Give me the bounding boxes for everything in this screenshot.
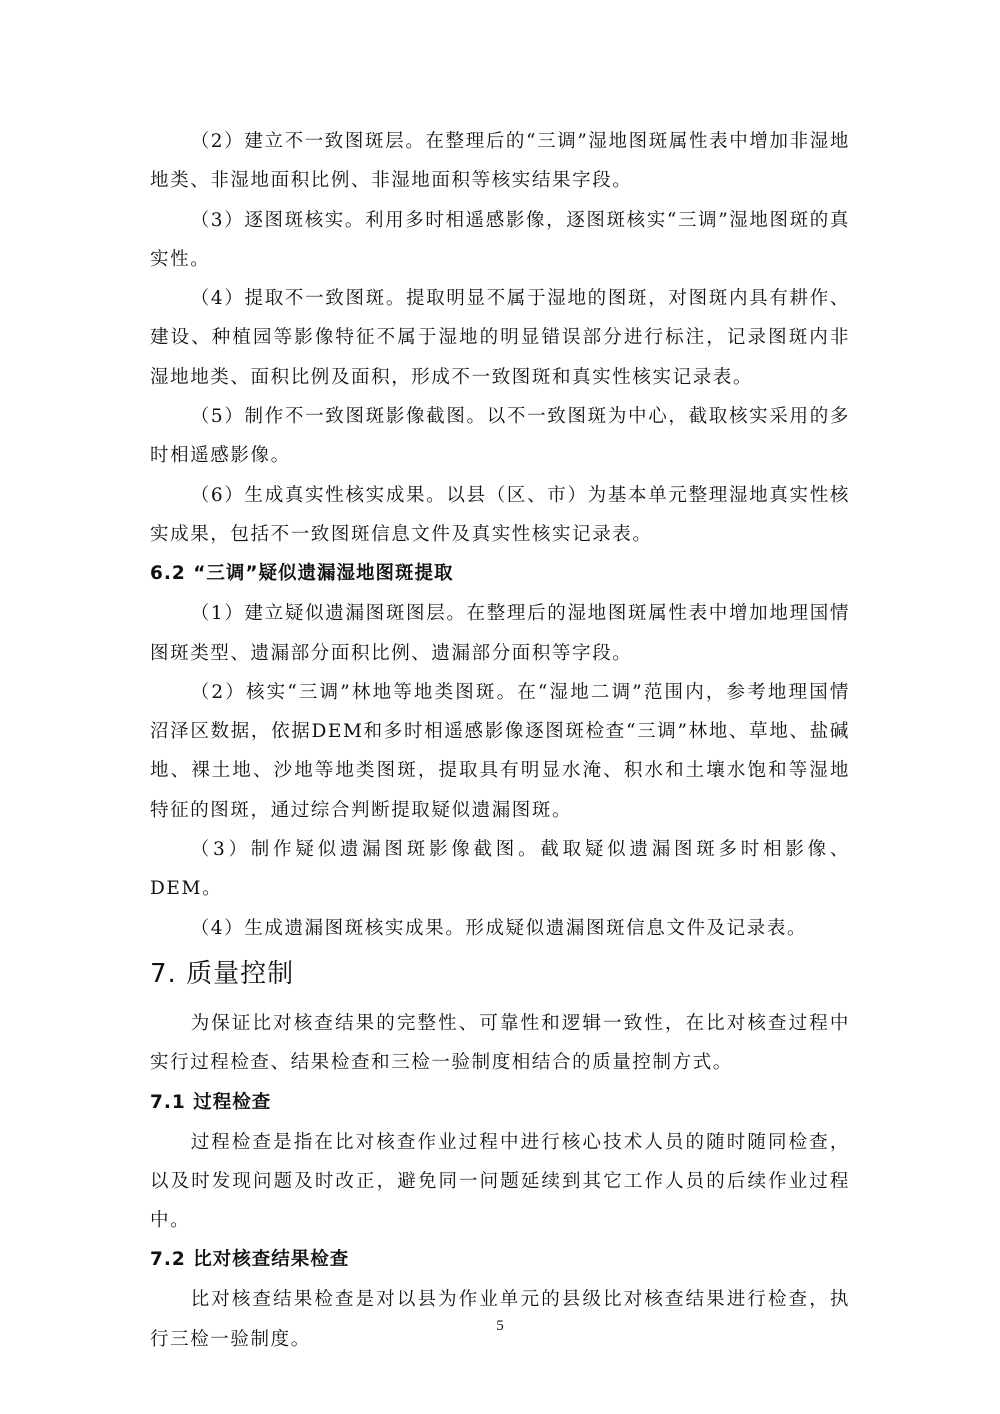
- paragraph-6-2-item-3: （3）制作疑似遗漏图斑影像截图。截取疑似遗漏图斑多时相影像、DEM。: [150, 839, 850, 900]
- paragraph-7-intro: 为保证比对核查结果的完整性、可靠性和逻辑一致性，在比对核查过程中实行过程检查、结果检查和三检一验制度相结合的质量控制方式。: [150, 1012, 850, 1074]
- section-heading-6-2: 6.2 “三调”疑似遗漏湿地图斑提取: [150, 563, 454, 585]
- paragraph-7-2: 比对核查结果检查是对以县为作业单元的县级比对核查结果进行检查，执行三检一验制度。: [150, 1289, 850, 1350]
- paragraph-6-1-item-2: （2）建立不一致图斑层。在整理后的“三调”湿地图斑属性表中增加非湿地地类、非湿地面积比例、非湿地面积等核实结果字段。: [150, 131, 850, 192]
- paragraph-6-2-item-2: （2）核实“三调”林地等地类图斑。在“湿地二调”范围内，参考地理国情沼泽区数据，依据DEM和多时相遥感影像逐图斑检查“三调”林地、草地、盐碱地、裸土地、沙地等地类图斑，提取具有明显水淹、积水和土壤水饱和等湿地特征的图斑，通过综合判断提取疑似遗漏图斑。: [150, 681, 850, 821]
- paragraph-6-1-item-6: （6）生成真实性核实成果。以县（区、市）为基本单元整理湿地真实性核实成果，包括不一致图斑信息文件及真实性核实记录表。: [150, 484, 850, 545]
- paragraph-6-2-item-4: （4）生成遗漏图斑核实成果。形成疑似遗漏图斑信息文件及记录表。: [190, 917, 808, 939]
- chapter-heading-7: 7. 质量控制: [150, 958, 295, 989]
- section-heading-7-2: 7.2 比对核查结果检查: [150, 1249, 350, 1271]
- paragraph-6-1-item-4: （4）提取不一致图斑。提取明显不属于湿地的图斑，对图斑内具有耕作、建设、种植园等影像特征不属于湿地的明显错误部分进行标注，记录图斑内非湿地地类、面积比例及面积，形成不一致图斑和真实性核实记录表。: [150, 288, 850, 388]
- paragraph-6-2-item-1: （1）建立疑似遗漏图斑图层。在整理后的湿地图斑属性表中增加地理国情图斑类型、遗漏部分面积比例、遗漏部分面积等字段。: [150, 603, 850, 664]
- section-heading-7-1: 7.1 过程检查: [150, 1091, 272, 1113]
- page-number: 5: [496, 1318, 504, 1334]
- page-content: [150, 122, 850, 1359]
- paragraph-6-1-item-5: （5）制作不一致图斑影像截图。以不一致图斑为中心，截取核实采用的多时相遥感影像。: [150, 406, 850, 467]
- paragraph-7-1: 过程检查是指在比对核查作业过程中进行核心技术人员的随时随同检查，以及时发现问题及时改正，避免同一问题延续到其它工作人员的后续作业过程中。: [150, 1131, 850, 1232]
- paragraph-6-1-item-3: （3）逐图斑核实。利用多时相遥感影像，逐图斑核实“三调”湿地图斑的真实性。: [150, 209, 850, 270]
